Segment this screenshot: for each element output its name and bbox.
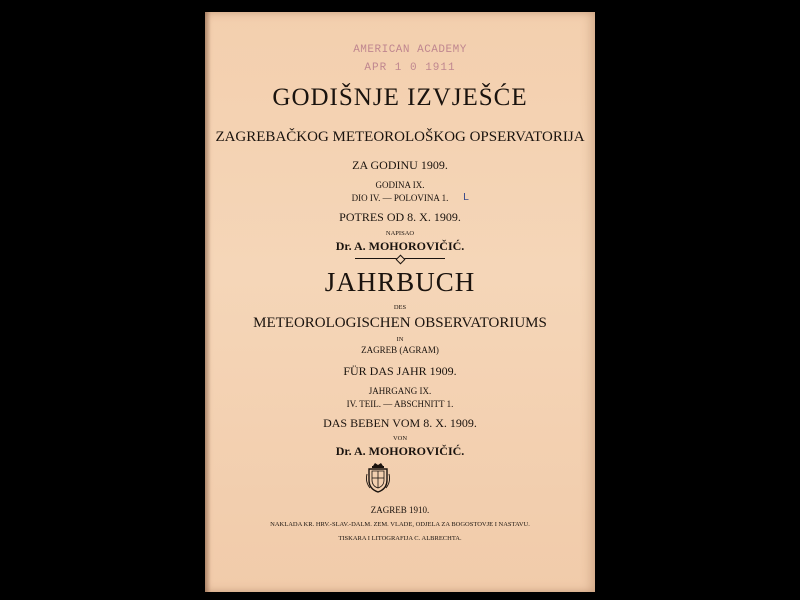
german-city: ZAGREB (AGRAM) xyxy=(361,345,439,355)
coat-of-arms-icon xyxy=(365,462,391,494)
croatian-volume: GODINA IX. xyxy=(375,180,425,190)
german-von: VON xyxy=(392,435,408,442)
german-volume: JAHRGANG IX. xyxy=(368,386,432,396)
german-subtitle: METEOROLOGISCHEN OBSERVATORIUMS xyxy=(253,315,547,331)
library-stamp-name: AMERICAN ACADEMY xyxy=(353,44,467,56)
german-des: DES xyxy=(393,304,407,311)
german-author: Dr. A. MOHOROVIČIĆ. xyxy=(335,444,465,458)
imprint-place-year: ZAGREB 1910. xyxy=(370,505,430,515)
croatian-part: DIO IV. — POLOVINA 1. xyxy=(351,193,449,203)
croatian-written-by: NAPISAO xyxy=(385,230,415,237)
german-year: FÜR DAS JAHR 1909. xyxy=(343,364,457,378)
german-topic: DAS BEBEN VOM 8. X. 1909. xyxy=(323,416,477,430)
german-title: JAHRBUCH xyxy=(324,267,476,297)
title-page xyxy=(205,12,595,592)
handwritten-mark: L xyxy=(463,192,469,203)
croatian-topic: POTRES OD 8. X. 1909. xyxy=(339,210,461,224)
section-divider xyxy=(355,258,445,260)
library-stamp-date: APR 1 0 1911 xyxy=(364,62,456,74)
croatian-year: ZA GODINU 1909. xyxy=(352,158,448,172)
croatian-author: Dr. A. MOHOROVIČIĆ. xyxy=(335,239,465,253)
imprint-printer: TISKARA I LITOGRAFIJA C. ALBRECHTA. xyxy=(338,535,462,542)
german-in: IN xyxy=(396,336,404,343)
german-part: IV. TEIL. — ABSCHNITT 1. xyxy=(346,399,454,409)
croatian-subtitle: ZAGREBAČKOG METEOROLOŠKOG OPSERVATORIJA xyxy=(215,129,585,145)
imprint-publisher: NAKLADA KR. HRV.-SLAV.-DALM. ZEM. VLADE, ODJELA ZA BOGOSTOVJE I NASTAVU. xyxy=(270,521,530,528)
croatian-title: GODIŠNJE IZVJEŠĆE xyxy=(272,84,528,111)
